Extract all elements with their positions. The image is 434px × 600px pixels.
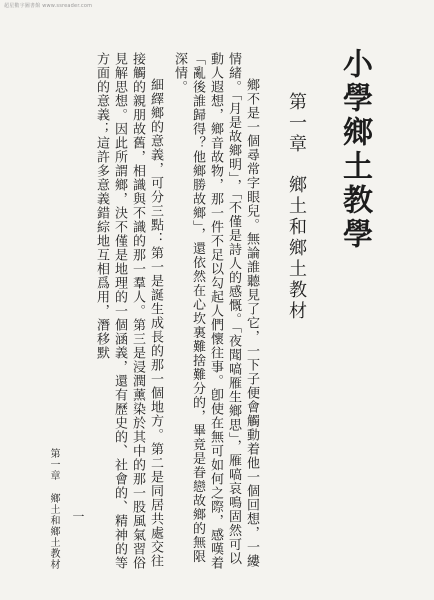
watermark-text: 超星數字圖書館 www.ssreader.com <box>4 3 93 9</box>
chapter-heading <box>283 92 309 322</box>
chapter-title: 鄉土和鄉土教材 <box>286 175 307 322</box>
page-number: 一 <box>71 510 85 522</box>
book-title: 小學鄉土教學 <box>337 48 372 252</box>
running-head-chapter: 第一章 <box>48 448 59 481</box>
running-head-title: 鄉土和鄉土教材 <box>48 493 59 570</box>
paragraph: 細繹鄉的意義，可分三點：第一是誕生成長的那一個地方。第二是同居共處交往接觸的親朋故舊，相識與不識的那一羣人。第三是浸潤薰染於其中的那一股風氣習俗見解思想。因此所謂鄉，決不僅是地理的一個涵義，還有歷史的、社會的、精神的等方面的意義；這許多意義錯綜地互相爲用，潛移默 <box>94 52 163 570</box>
paragraph: 鄉不是一個尋常字眼兒。無論誰聽見了它，一下子便會觸動着他一個回想，一縷情緒。「月是故鄉明」，「不僅是詩人的感慨。「夜聞嗃雁生鄉思」，雁嗃哀鳴固然可以動人遐想，鄉音故物，那一件不足以勾起人們懷往事。卽使在無可如何之際，感嘆着「亂後誰歸得？他鄉勝故鄉」，還依然在心坎裏難捨難分的，畢竟是眷戀故鄉的無限深情。 <box>172 52 259 570</box>
chapter-number: 第一章 <box>286 92 307 155</box>
running-head <box>46 448 61 570</box>
body-text <box>92 52 260 572</box>
